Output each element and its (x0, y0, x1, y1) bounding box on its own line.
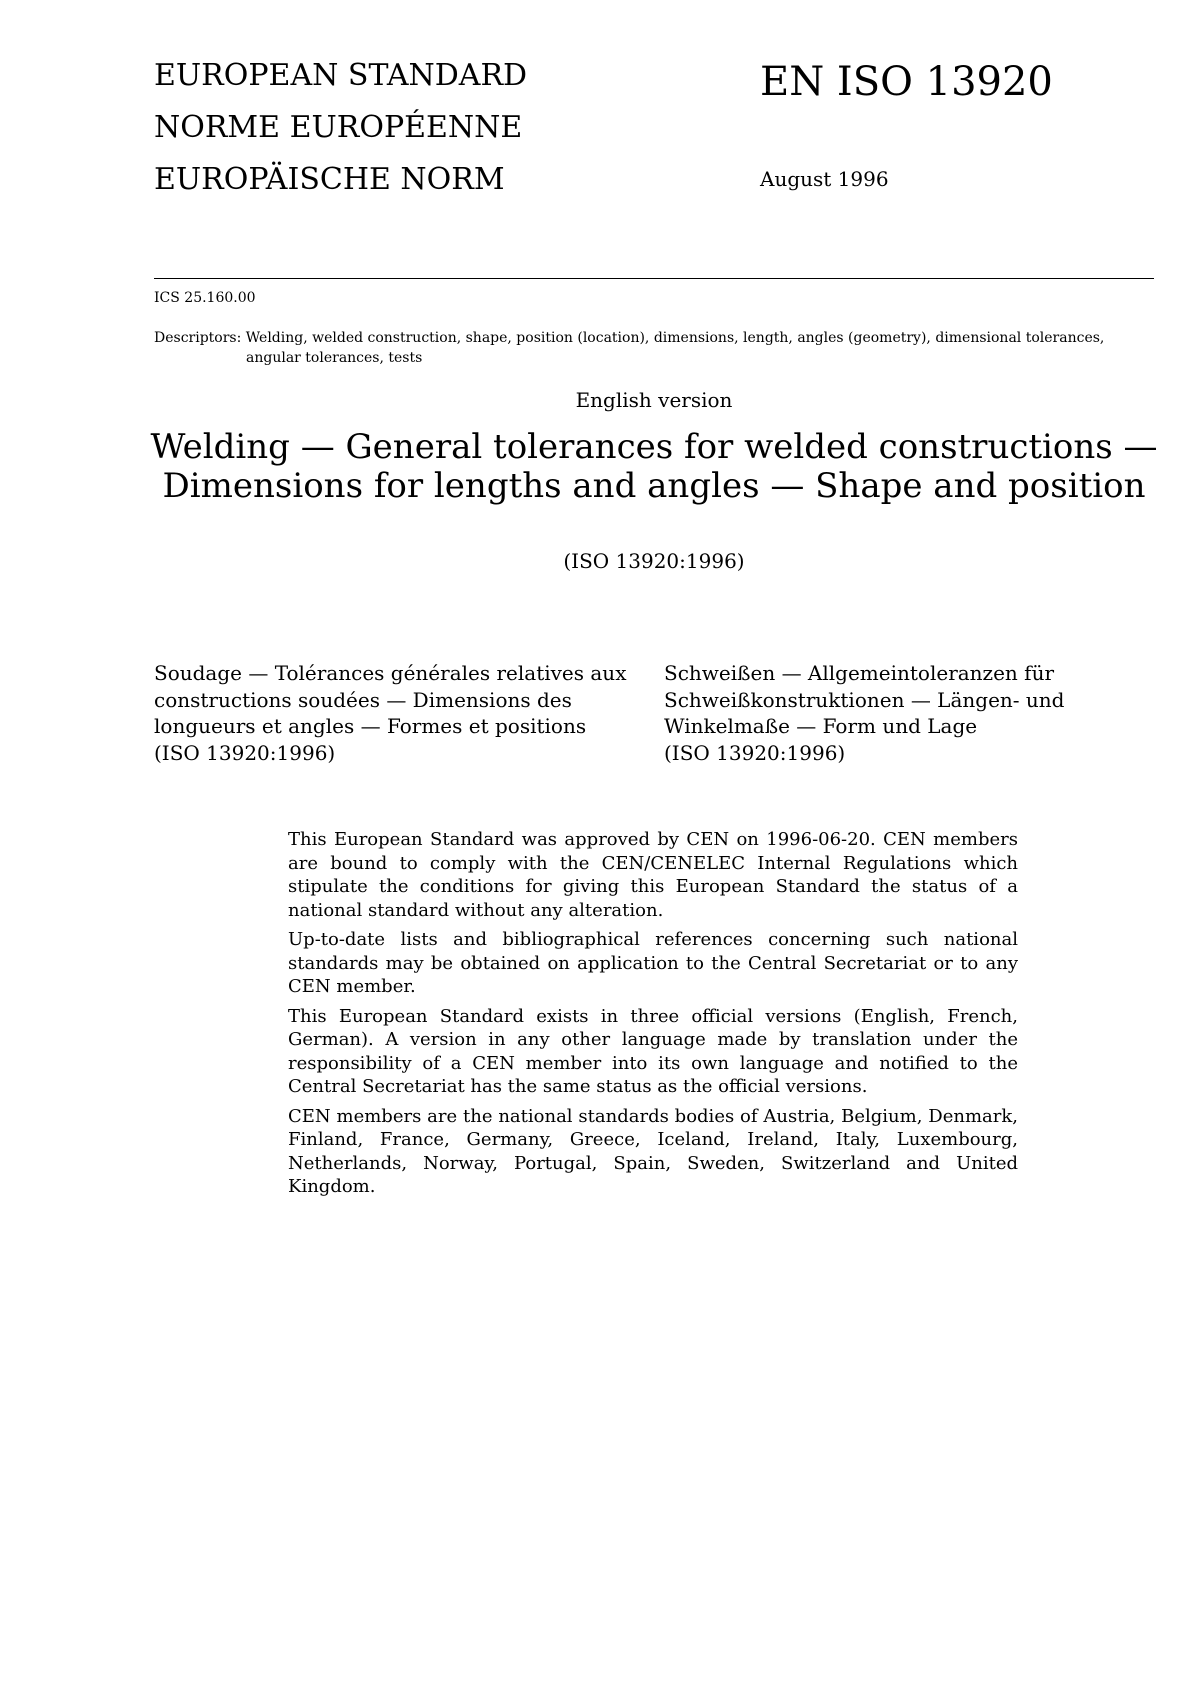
version-label: English version (575, 388, 733, 412)
french-title-line: constructions soudées — Dimensions des (154, 687, 572, 712)
german-title (664, 660, 1154, 766)
descriptors-line-2: angular tolerances, tests (246, 350, 423, 366)
iso-reference: (ISO 13920:1996) (563, 549, 745, 573)
german-title-line: Schweißkonstruktionen — Längen- und (664, 687, 1065, 712)
french-title-line: (ISO 13920:1996) (154, 740, 336, 765)
document-number: EN ISO 13920 (760, 59, 1053, 105)
french-title-line: Soudage — Tolérances générales relatives aux (154, 661, 627, 685)
notice-paragraph-approval: This European Standard was approved by CEN on 1996-06-20. CEN members are bound to comply with the CEN/CENELEC Internal Regulations which stipulate the conditions for giving this European Standard the status of a national standard without any alteration. (288, 829, 1018, 921)
french-title-line: longueurs et angles — Formes et positions (154, 714, 587, 738)
notice-paragraph-versions: This European Standard exists in three official versions (English, French, German). A version in any other language made by translation under the responsibility of a CEN member into its own language and notified to the Central Secretariat has the same status as the official versions. (288, 1005, 1018, 1097)
standard-name-english: EUROPEAN STANDARD (154, 58, 528, 93)
german-title-line: Winkelmaße — Form und Lage (664, 714, 978, 738)
standard-name-german: EUROPÄISCHE NORM (154, 162, 505, 197)
main-title-line-1: Welding — General tolerances for welded constructions — (150, 427, 1158, 467)
main-title-line-2: Dimensions for lengths and angles — Shape and position (162, 466, 1146, 506)
german-title-line: Schweißen — Allgemeintoleranzen für (664, 661, 1055, 685)
descriptors-label: Descriptors: (154, 330, 242, 346)
ics-code: ICS 25.160.00 (154, 290, 256, 306)
descriptors (154, 328, 1154, 368)
descriptors-line-1: Welding, welded construction, shape, position (location), dimensions, length, angles (geometry), dimensional tolerances, (245, 330, 1105, 346)
notice-paragraph-members: CEN members are the national standards bodies of Austria, Belgium, Denmark, Finland, France, Germany, Greece, Iceland, Ireland, Italy, Luxembourg, Netherlands, Norway, Portugal, Spain, Sweden, Switzerland and United Kingdom. (288, 1105, 1018, 1197)
header-divider (154, 278, 1154, 279)
approval-notice (288, 828, 1018, 1205)
french-title (154, 660, 644, 766)
publication-date: August 1996 (760, 167, 889, 191)
notice-paragraph-references: Up-to-date lists and bibliographical references concerning such national standards may be obtained on application to the Central Secretariat or to any CEN member. (288, 929, 1018, 997)
main-title (120, 428, 1188, 506)
standard-name-french: NORME EUROPÉENNE (154, 110, 523, 145)
german-title-line: (ISO 13920:1996) (664, 740, 846, 765)
